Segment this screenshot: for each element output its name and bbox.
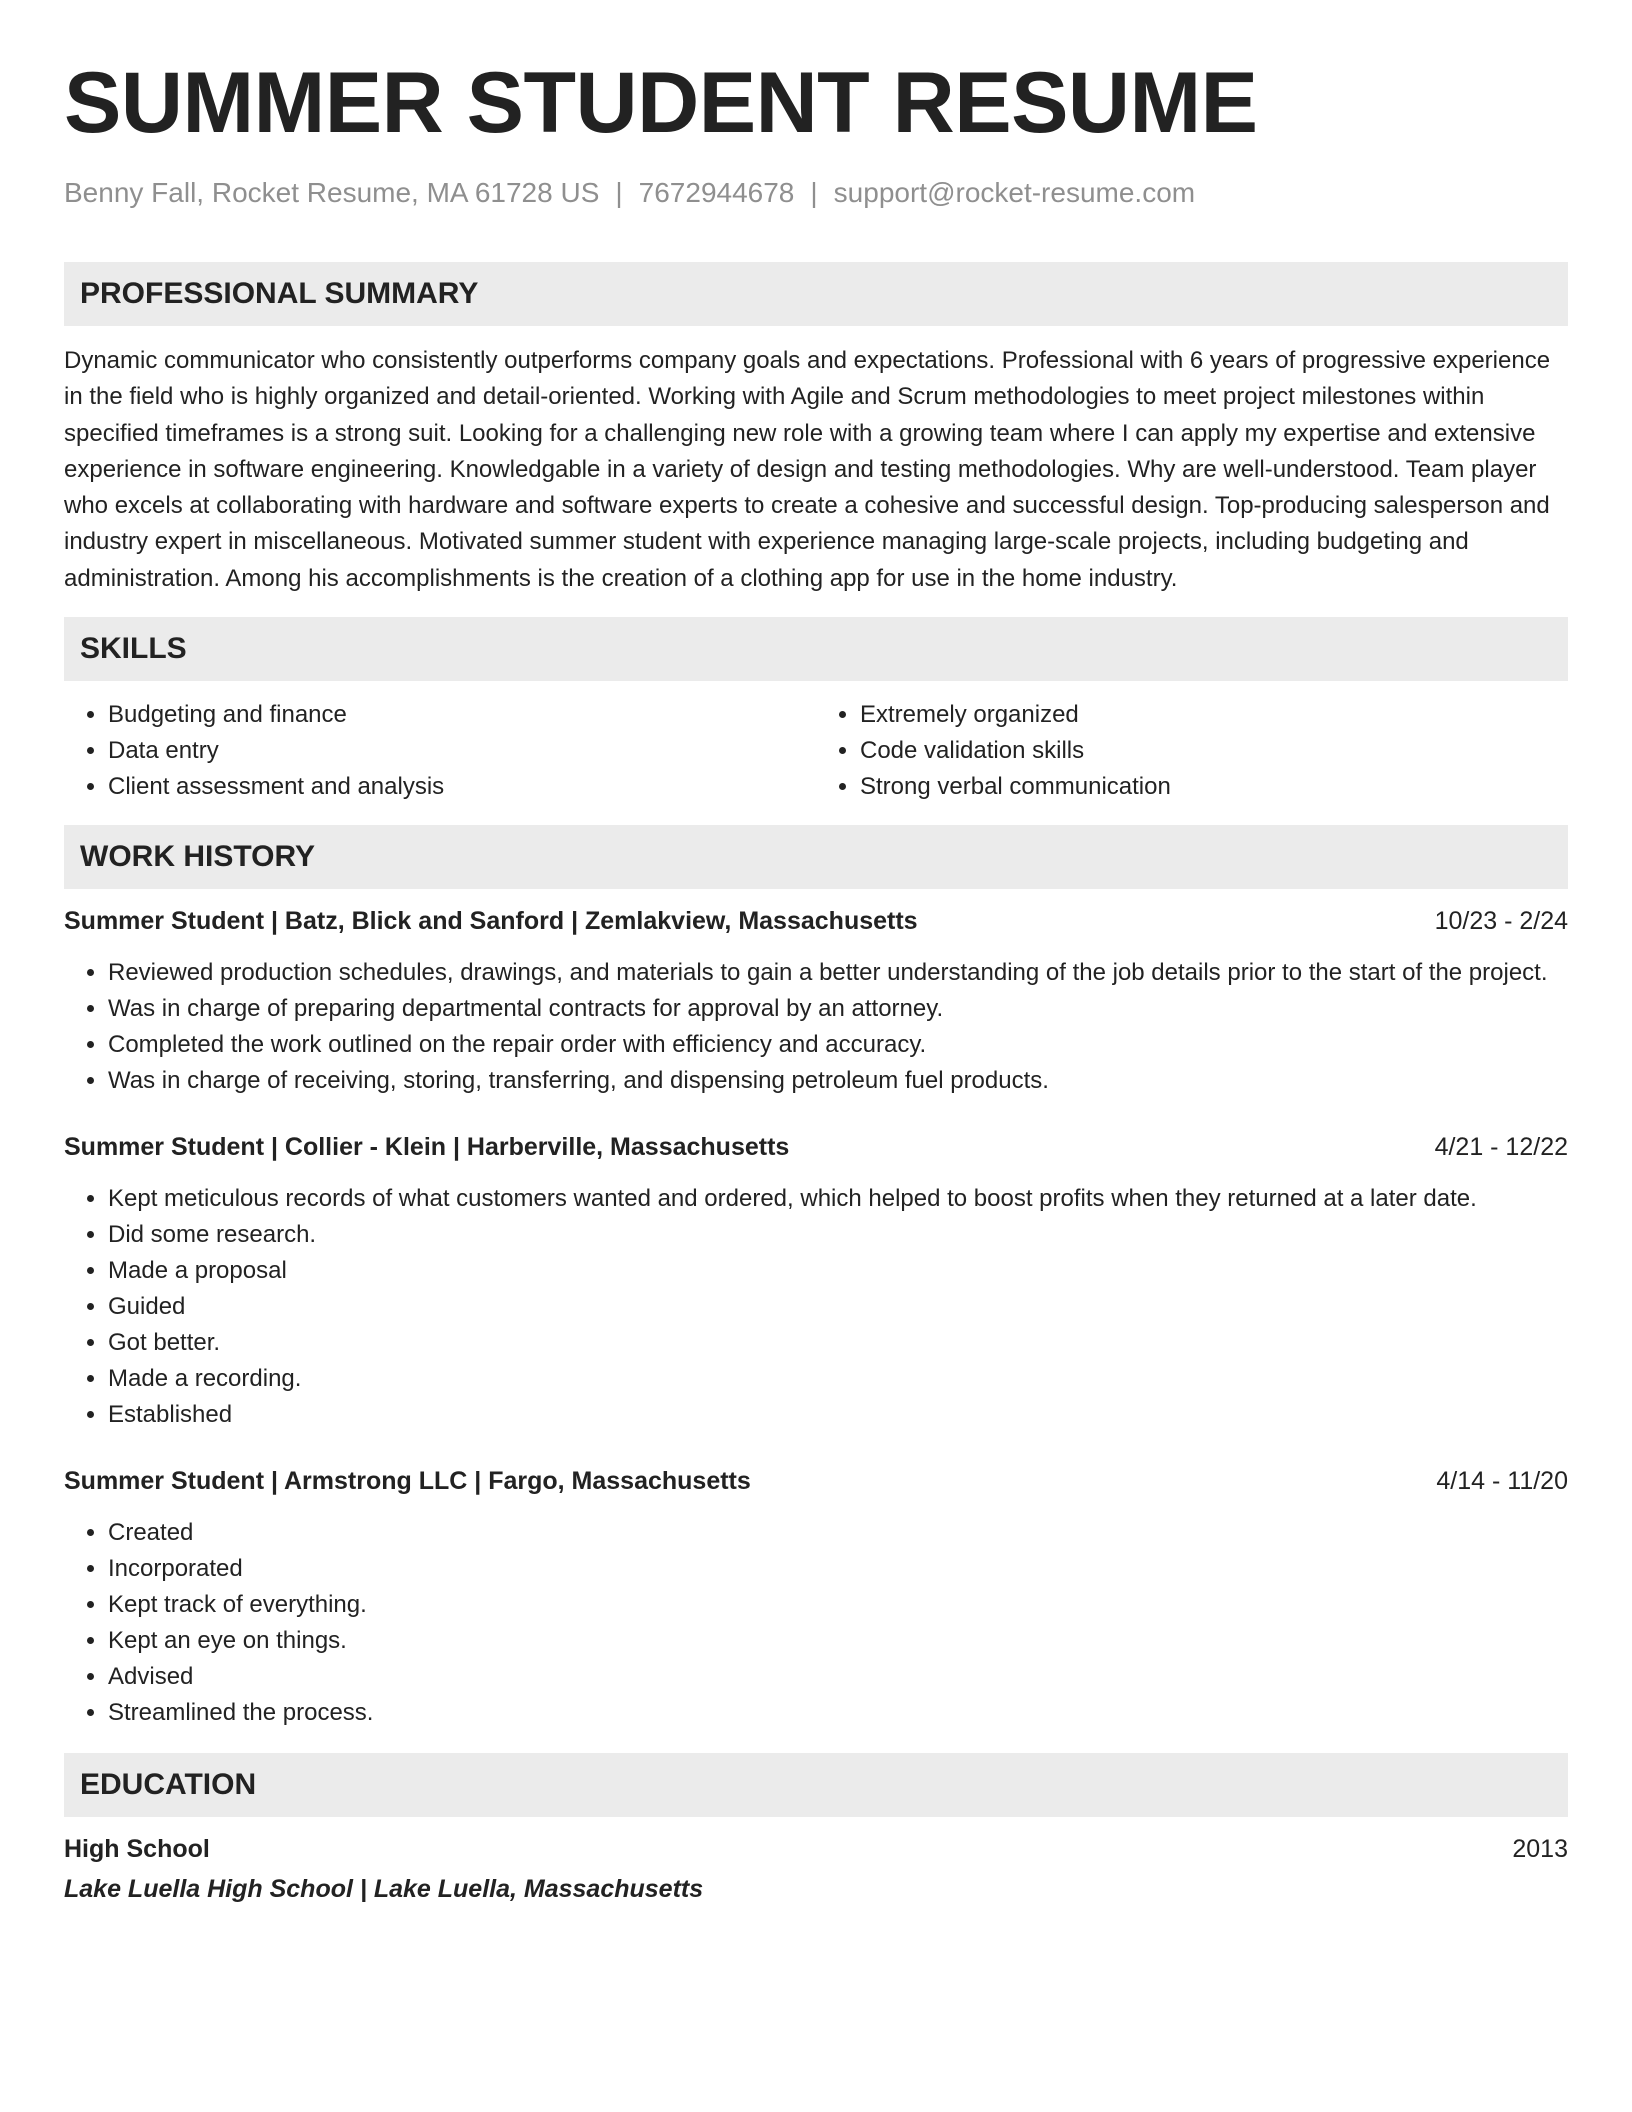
job-bullets	[64, 955, 1568, 1099]
summary-text: Dynamic communicator who consistently outperforms company goals and expectations. Professional with 6 years of progressive experience in the field who is highly organized and detail-oriented. Working with Agile and Scrum methodologies to meet project milestones within specified timeframes is a strong suit. Looking for a challenging new role with a growing team where I can apply my expertise and extensive experience in software engineering. Knowledgable in a variety of design and testing methodologies. Why are well-understood. Team player who excels at collaborating with hardware and software experts to create a cohesive and successful design. Top-producing salesperson and industry expert in miscellaneous. Motivated summer student with experience managing large-scale projects, including budgeting and administration. Among his accomplishments is the creation of a clothing app for use in the home industry.	[64, 347, 1551, 592]
job-bullet: • Completed the work outlined on the repair order with efficiency and accuracy.	[108, 1027, 1568, 1063]
job-bullet: • Got better.	[108, 1325, 1568, 1361]
education-degree: High School	[64, 1835, 210, 1864]
section-header-education: EDUCATION	[64, 1753, 1568, 1817]
contact-separator: |	[810, 177, 818, 208]
job-bullet: • Established	[108, 1397, 1568, 1433]
job-bullet: • Kept meticulous records of what customers wanted and ordered, which helped to boost profits when they returned at a later date.	[108, 1181, 1568, 1217]
education-header	[64, 1831, 1568, 1867]
job-bullet: • Streamlined the process.	[108, 1695, 1568, 1731]
job-dates: 10/23 - 2/24	[1434, 907, 1568, 936]
job-bullet: • Created	[108, 1515, 1568, 1551]
job-bullet: • Kept an eye on things.	[108, 1623, 1568, 1659]
job-bullets	[64, 1515, 1568, 1731]
job-entry	[64, 903, 1568, 1099]
skill-item: • Extremely organized	[860, 697, 1568, 733]
job-dates: 4/14 - 11/20	[1436, 1467, 1568, 1496]
skill-item: • Strong verbal communication	[860, 769, 1568, 805]
job-bullets	[64, 1181, 1568, 1433]
contact-separator: |	[615, 177, 623, 208]
contact-email: support@rocket-resume.com	[833, 177, 1196, 208]
job-title: Summer Student | Collier - Klein | Harberville, Massachusetts	[64, 1133, 790, 1162]
job-entry	[64, 1463, 1568, 1731]
skill-item: • Client assessment and analysis	[108, 769, 816, 805]
job-bullet: • Was in charge of receiving, storing, transferring, and dispensing petroleum fuel products.	[108, 1063, 1568, 1099]
skill-item: • Code validation skills	[860, 733, 1568, 769]
job-bullet: • Reviewed production schedules, drawings, and materials to gain a better understanding of the job details prior to the start of the project.	[108, 955, 1568, 991]
skills-column-right	[816, 697, 1568, 805]
job-bullet: • Incorporated	[108, 1551, 1568, 1587]
education-year: 2013	[1512, 1835, 1568, 1864]
job-title: Summer Student | Batz, Blick and Sanford | Zemlakview, Massachusetts	[64, 907, 918, 936]
job-bullet: • Made a proposal	[108, 1253, 1568, 1289]
job-dates: 4/21 - 12/22	[1434, 1133, 1568, 1162]
education-school: Lake Luella High School | Lake Luella, Massachusetts	[64, 1875, 704, 1904]
education-entry	[64, 1831, 1568, 1907]
job-bullet: • Kept track of everything.	[108, 1587, 1568, 1623]
job-title: Summer Student | Armstrong LLC | Fargo, Massachusetts	[64, 1467, 751, 1496]
resume-title: SUMMER STUDENT RESUME	[64, 55, 1258, 151]
job-entry	[64, 1129, 1568, 1433]
job-bullet: • Guided	[108, 1289, 1568, 1325]
section-header-summary: PROFESSIONAL SUMMARY	[64, 262, 1568, 326]
job-bullet: • Made a recording.	[108, 1361, 1568, 1397]
job-bullet: • Did some research.	[108, 1217, 1568, 1253]
skills-column-left	[64, 697, 816, 805]
job-bullet: • Advised	[108, 1659, 1568, 1695]
contact-address: Benny Fall, Rocket Resume, MA 61728 US	[64, 177, 600, 208]
section-header-skills: SKILLS	[64, 617, 1568, 681]
contact-phone: 7672944678	[638, 177, 795, 208]
skill-item: • Budgeting and finance	[108, 697, 816, 733]
contact-line	[64, 176, 1568, 210]
job-header	[64, 1463, 1568, 1499]
job-header	[64, 1129, 1568, 1165]
skills-list	[64, 697, 1568, 805]
job-bullet: • Was in charge of preparing departmental contracts for approval by an attorney.	[108, 991, 1568, 1027]
section-header-work: WORK HISTORY	[64, 825, 1568, 889]
skill-item: • Data entry	[108, 733, 816, 769]
job-header	[64, 903, 1568, 939]
